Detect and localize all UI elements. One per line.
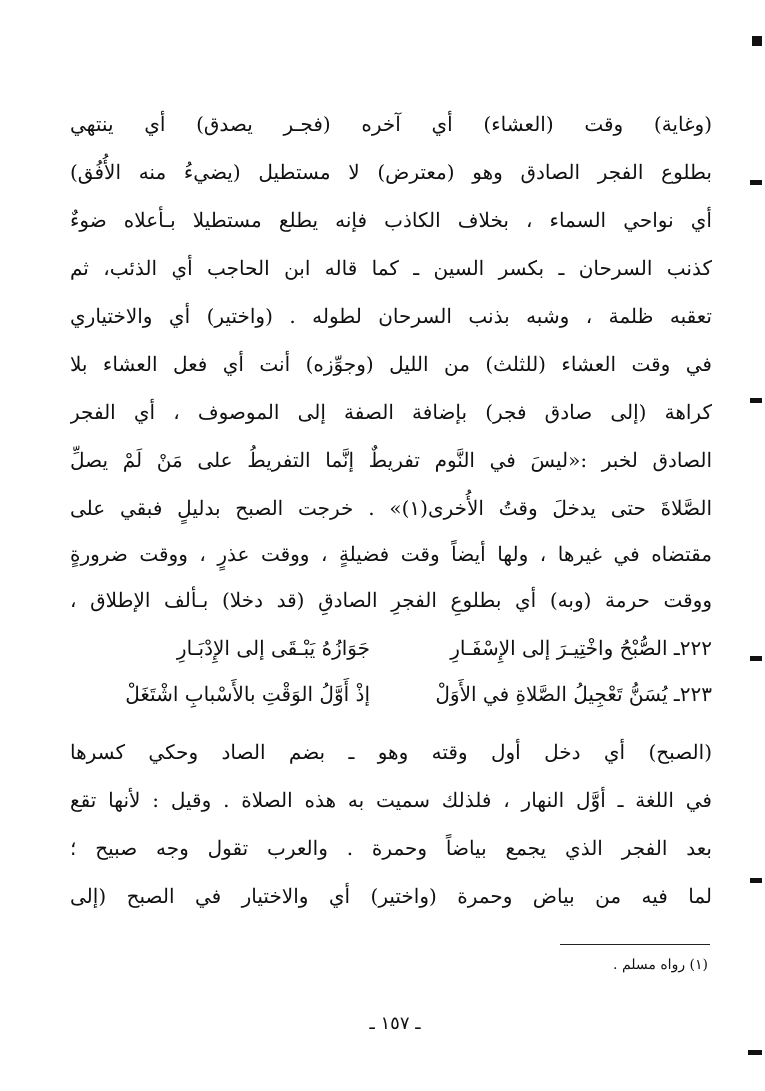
- verse-222-first-hemistich: ٢٢٢ـ الصُّبْحُ واخْتِيـرَ إلى الإِسْفَـارِ: [450, 636, 712, 660]
- verse-223-first-hemistich: ٢٢٣ـ يُسَنُّ تَعْجِيلُ الصَّلاةِ في الأَوَلْ: [435, 682, 712, 706]
- scan-edge-mark: [750, 656, 762, 661]
- body-line: الصَّلاةَ حتى يدخلَ وقتُ الأُخرى(١)» . خرجت الصبح بدليلٍ فبقي على: [70, 496, 712, 520]
- body-line: (وغاية) وقت (العشاء) أي آخره (فجـر يصدق) أي ينتهي: [70, 112, 712, 136]
- scan-edge-mark: [750, 398, 762, 403]
- footnote-separator: [560, 944, 710, 945]
- body-line: مقتضاه في غيرها ، ولها أيضاً وقت فضيلةٍ ، ووقت عذرٍ ، ووقت ضرورةٍ: [70, 542, 712, 566]
- body-line: في وقت العشاء (للثلث) من الليل (وجوِّزه) أنت أي فعل العشاء بلا: [70, 352, 712, 376]
- body-line: ووقت حرمة (وبه) أي بطلوعِ الفجرِ الصادقِ (قد دخلا) بـألف الإطلاق ،: [70, 588, 712, 612]
- body-line: كراهة (إلى صادق فجر) بإضافة الصفة إلى الموصوف ، أي الفجر: [70, 400, 712, 424]
- footnote: (١) رواه مسلم .: [613, 957, 708, 973]
- body-line: بطلوع الفجر الصادق وهو (معترض) لا مستطيل (يضيءُ منه الأُفُق): [70, 160, 712, 184]
- commentary-line: بعد الفجر الذي يجمع بياضاً وحمرة . والعرب تقول وجه صبيح ؛: [70, 836, 712, 860]
- commentary-line: لما فيه من بياض وحمرة (واختير) أي والاختيار في الصبح (إلى: [70, 884, 712, 908]
- body-line: أي نواحي السماء ، بخلاف الكاذب فإنه يطلع مستطيلا بـأعلاه ضوءٌ: [70, 208, 712, 232]
- page-number: ـ ١٥٧ ـ: [369, 1013, 421, 1034]
- body-line: كذنب السرحان ـ بكسر السين ـ كما قاله ابن الحاجب أي الذئب، ثم: [70, 256, 712, 280]
- scan-edge-mark: [750, 180, 762, 185]
- scan-edge-mark: [750, 878, 762, 883]
- body-line: تعقبه ظلمة ، وشبه بذنب السرحان لطوله . (واختير) أي والاختياري: [70, 304, 712, 328]
- verse-222-second-hemistich: جَوَازُهُ يَبْـقَى إلى الإِدْبَـارِ: [176, 636, 370, 660]
- commentary-line: (الصبح) أي دخل أول وقته وهو ـ بضم الصاد وحكي كسرها: [70, 740, 712, 764]
- commentary-line: في اللغة ـ أوَّل النهار ، فلذلك سميت به هذه الصلاة . وقيل : لأنها تقع: [70, 788, 712, 812]
- verse-223-second-hemistich: إذْ أَوَّلُ الوَقْتِ بالأَسْبابِ اشْتَغَلْ: [125, 682, 370, 706]
- scan-edge-mark: [752, 36, 762, 46]
- body-line: الصادق لخبر :«ليسَ في النَّوم تفريطٌ إنَّما التفريطُ على مَنْ لَمْ يصلِّ: [70, 448, 712, 472]
- scan-edge-mark: [748, 1050, 762, 1055]
